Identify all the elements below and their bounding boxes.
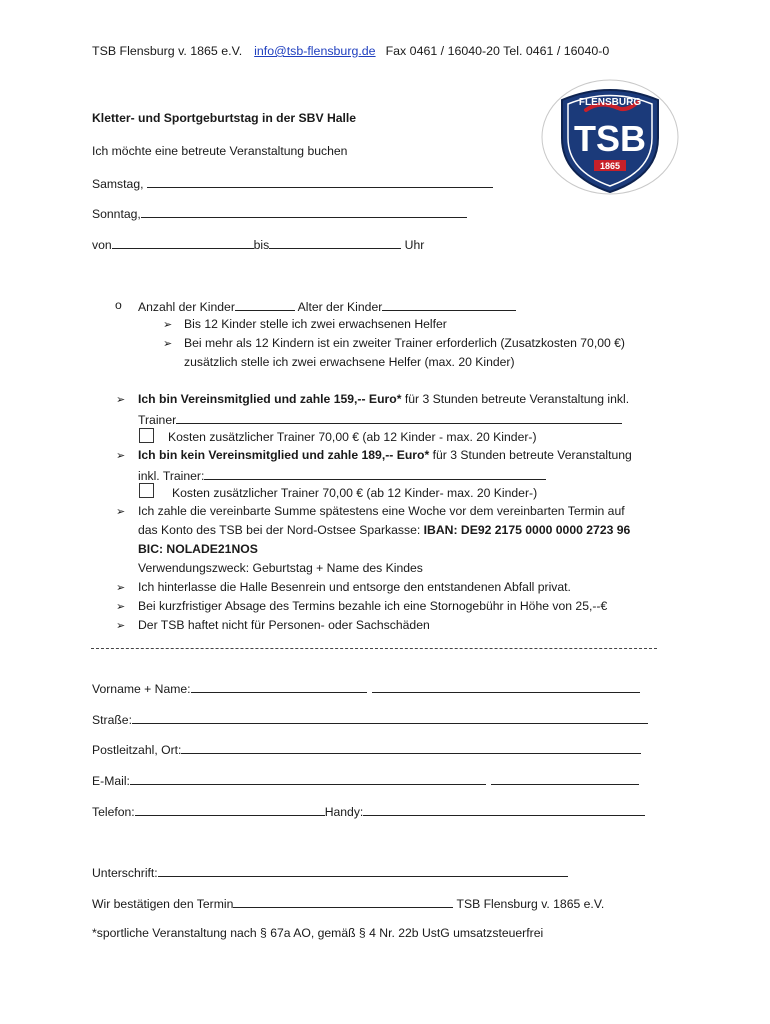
cut-separator [91, 648, 657, 649]
option2-rest: für 3 Stunden betreute Veranstaltung [429, 448, 632, 462]
option2-trainer-row [138, 467, 546, 483]
payment-line2 [138, 523, 630, 537]
telefon-label: Telefon: [92, 805, 135, 819]
handy-field[interactable] [363, 803, 645, 816]
tsb-logo [540, 78, 680, 196]
circle-bullet-icon: o [115, 298, 122, 312]
option1-line1 [138, 392, 629, 406]
arrow-bullet-icon: ➢ [116, 450, 126, 462]
header [92, 44, 609, 58]
anzahl-field[interactable] [235, 298, 295, 311]
svg-text:TSB: TSB [574, 118, 646, 159]
option1-trainer-label: Trainer [138, 413, 177, 427]
kids-sub-2-line2: zusätzlich stelle ich zwei erwachsene Helfer (max. 20 Kinder) [184, 355, 515, 369]
option1-trainer-field[interactable] [176, 411, 622, 424]
signature-field[interactable] [158, 864, 568, 877]
option1-check-label: Kosten zusätzlicher Trainer 70,00 € (ab 12 Kinder - max. 20 Kinder-) [168, 430, 537, 444]
sonntag-field[interactable] [141, 205, 467, 218]
bis-field[interactable] [269, 236, 401, 249]
signature-label: Unterschrift: [92, 866, 158, 880]
payment-bic: BIC: NOLADE21NOS [138, 542, 258, 556]
sonntag-label: Sonntag, [92, 207, 141, 221]
firstname-field[interactable] [191, 680, 367, 693]
alter-field[interactable] [382, 298, 516, 311]
rule-item: Der TSB haftet nicht für Personen- oder Sachschäden [138, 618, 430, 632]
option2-check-label: Kosten zusätzlicher Trainer 70,00 € (ab 12 Kinder- max. 20 Kinder-) [172, 486, 538, 500]
svg-text:1865: 1865 [599, 161, 621, 171]
svg-text:FLENSBURG: FLENSBURG [578, 97, 642, 108]
name-row [92, 680, 640, 696]
alter-label: Alter der Kinder [294, 300, 383, 314]
kids-sub-2-line1: Bei mehr als 12 Kindern ist ein zweiter Trainer erforderlich (Zusatzkosten 70,00 €) [184, 336, 625, 350]
payment-line2-start: das Konto des TSB bei der Nord-Ostsee Sparkasse: [138, 523, 424, 537]
option2-extra-trainer-checkbox[interactable] [139, 483, 154, 498]
option2-trainer-field[interactable] [204, 467, 546, 480]
ort-field[interactable] [181, 741, 641, 754]
samstag-row [92, 175, 493, 191]
telefon-field[interactable] [135, 803, 325, 816]
footnote: *sportliche Veranstaltung nach § 67a AO, gemäß § 4 Nr. 22b UstG umsatzsteuerfrei [92, 926, 544, 940]
option2-bold: Ich bin kein Vereinsmitglied und zahle 189,-- Euro* [138, 448, 430, 462]
email-label: E-Mail: [92, 774, 130, 788]
samstag-field[interactable] [147, 175, 493, 188]
email-row [92, 772, 639, 788]
von-label: von [92, 238, 112, 252]
handy-label: Handy: [324, 805, 364, 819]
arrow-bullet-icon: ➢ [116, 506, 126, 518]
signature-row [92, 864, 568, 880]
page-title: Kletter- und Sportgeburtstag in der SBV Halle [92, 111, 357, 125]
arrow-bullet-icon: ➢ [116, 620, 126, 632]
confirm-org: TSB Flensburg v. 1865 e.V. [453, 897, 605, 911]
samstag-label: Samstag, [92, 177, 147, 191]
uhr-label: Uhr [401, 238, 425, 252]
option2-trainer-label: inkl. Trainer: [138, 469, 205, 483]
email-field-2[interactable] [491, 772, 639, 785]
option1-trainer-row [138, 411, 622, 427]
bis-label: bis [253, 238, 270, 252]
anzahl-label: Anzahl der Kinder [138, 300, 235, 314]
sonntag-row [92, 205, 467, 221]
payment-line1: Ich zahle die vereinbarte Summe spätestens eine Woche vor dem vereinbarten Termin auf [138, 504, 625, 518]
header-email-link[interactable]: info@tsb-flensburg.de [254, 44, 376, 58]
header-contact: Fax 0461 / 16040-20 Tel. 0461 / 16040-0 [385, 44, 610, 58]
payment-iban: IBAN: DE92 2175 0000 0000 2723 96 [423, 523, 631, 537]
time-row [92, 236, 424, 252]
von-field[interactable] [112, 236, 254, 249]
strasse-label: Straße: [92, 713, 132, 727]
strasse-row [92, 711, 648, 727]
option1-extra-trainer-checkbox[interactable] [139, 428, 154, 443]
rule-item: Bei kurzfristiger Absage des Termins bezahle ich eine Stornogebühr in Höhe von 25,--€ [138, 599, 608, 613]
ort-row [92, 741, 641, 757]
arrow-bullet-icon: ➢ [163, 338, 173, 350]
intro-text: Ich möchte eine betreute Veranstaltung buchen [92, 144, 348, 158]
arrow-bullet-icon: ➢ [116, 394, 126, 406]
rule-item: Ich hinterlasse die Halle Besenrein und entsorge den entstandenen Abfall privat. [138, 580, 571, 594]
option2-line1 [138, 448, 632, 462]
confirm-field[interactable] [233, 895, 453, 908]
option1-rest: für 3 Stunden betreute Veranstaltung inkl. [401, 392, 630, 406]
lastname-field[interactable] [372, 680, 640, 693]
kids-row [138, 298, 516, 314]
arrow-bullet-icon: ➢ [116, 582, 126, 594]
ort-label: Postleitzahl, Ort: [92, 743, 182, 757]
name-label: Vorname + Name: [92, 682, 191, 696]
arrow-bullet-icon: ➢ [116, 601, 126, 613]
phone-row [92, 803, 645, 819]
payment-purpose: Verwendungszweck: Geburtstag + Name des Kindes [138, 561, 423, 575]
strasse-field[interactable] [132, 711, 648, 724]
email-field-1[interactable] [130, 772, 486, 785]
option1-bold: Ich bin Vereinsmitglied und zahle 159,-- Euro* [138, 392, 402, 406]
kids-sub-1: Bis 12 Kinder stelle ich zwei erwachsenen Helfer [184, 317, 447, 331]
confirm-row [92, 895, 604, 911]
confirm-label: Wir bestätigen den Termin [92, 897, 234, 911]
arrow-bullet-icon: ➢ [163, 319, 173, 331]
header-org: TSB Flensburg v. 1865 e.V. [92, 44, 243, 58]
